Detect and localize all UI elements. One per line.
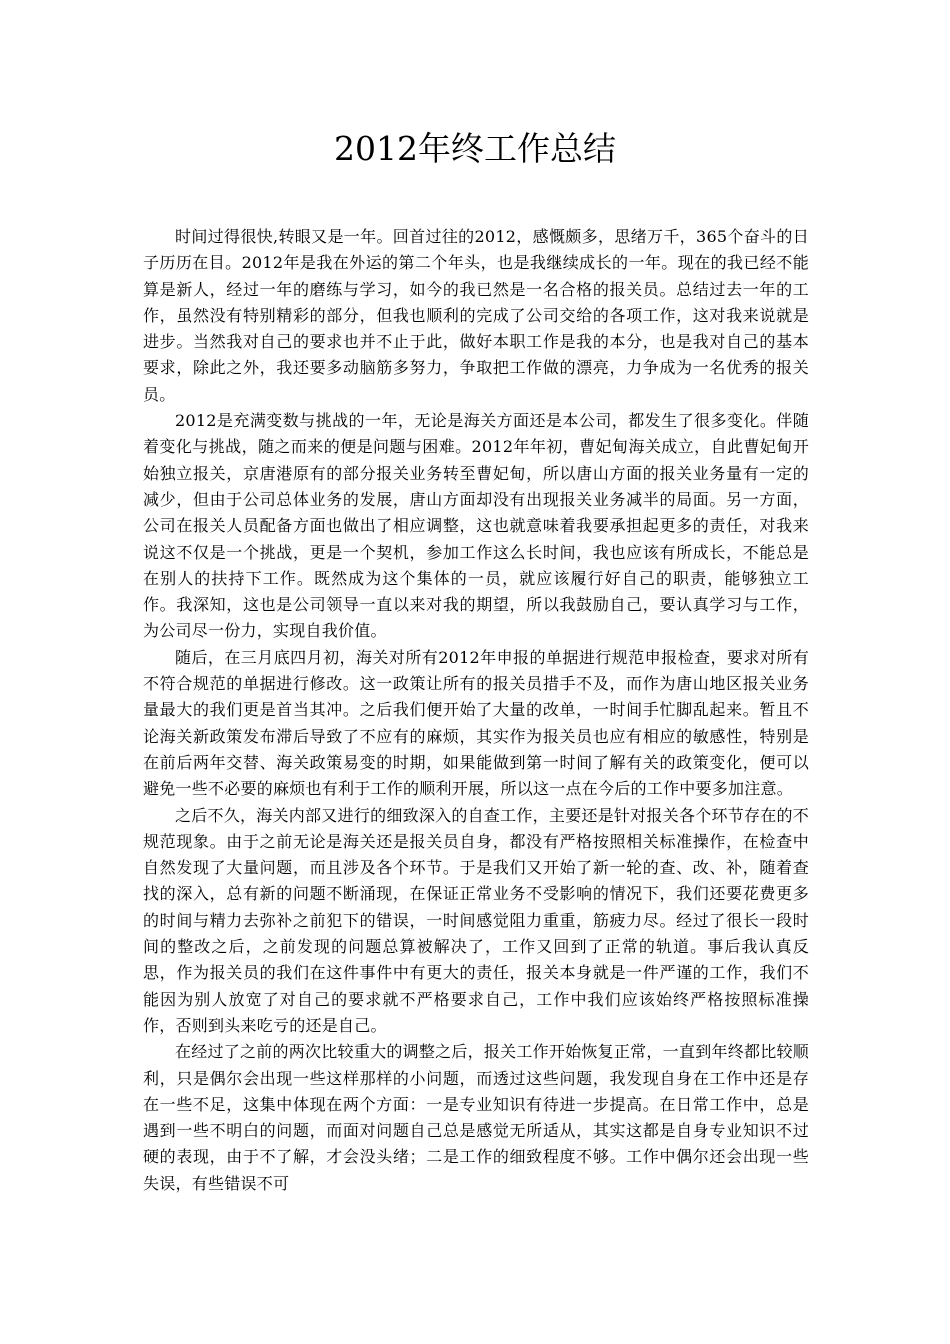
document-title: 2012年终工作总结	[334, 129, 616, 168]
body-paragraph: 在经过了之前的两次比较重大的调整之后，报关工作开始恢复正常，一直到年终都比较顺利，只是偶尔会出现一些这样那样的小问题，而透过这些问题，我发现自身在工作中还是存在一些不足，这集中体现在两个方面：一是专业知识有待进一步提高。在日常工作中，总是遇到一些不明白的问题，而面对问题自己总是感觉无所适从，其实这都是自身专业知识不过硬的表现，由于不了解，才会没头绪；二是工作的细致程度不够。工作中偶尔还会出现一些失误，有些错误不可	[143, 1042, 809, 1193]
document-body	[143, 224, 809, 1197]
body-paragraph: 时间过得很快,转眼又是一年。回首过往的2012，感慨颇多，思绪万千，365个奋斗的日子历历在目。2012年是我在外运的第二个年头，也是我继续成长的一年。现在的我已经不能算是新人，经过一年的磨练与学习，如今的我已然是一名合格的报关员。总结过去一年的工作，虽然没有特别精彩的部分，但我也顺利的完成了公司交给的各项工作，这对我来说就是进步。当然我对自己的要求也并不止于此，做好本职工作是我的本分，也是我对自己的基本要求，除此之外，我还要多动脑筋多努力，争取把工作做的漂亮，力争成为一名优秀的报关员。	[143, 227, 809, 404]
body-paragraph: 随后，在三月底四月初，海关对所有2012年申报的单据进行规范申报检查，要求对所有不符合规范的单据进行修改。这一政策让所有的报关员措手不及，而作为唐山地区报关业务量最大的我们更是首当其冲。之后我们便开始了大量的改单，一时间手忙脚乱起来。暂且不论海关新政策发布滞后导致了不应有的麻烦，其实作为报关员也应有相应的敏感性，特别是在前后两年交替、海关政策易变的时期，如果能做到第一时间了解有关的政策变化，便可以避免一些不必要的麻烦也有利于工作的顺利开展，所以这一点在今后的工作中要多加注意。	[143, 647, 809, 799]
body-paragraph: 之后不久，海关内部又进行的细致深入的自查工作，主要还是针对报关各个环节存在的不规范现象。由于之前无论是海关还是报关员自身，都没有严格按照相关标准操作，在检查中自然发现了大量问题，而且涉及各个环节。于是我们又开始了新一轮的查、改、补，随着查找的深入，总有新的问题不断涌现，在保证正常业务不受影响的情况下，我们还要花费更多的时间与精力去弥补之前犯下的错误，一时间感觉阻力重重，筋疲力尽。经过了很长一段时间的整改之后，之前发现的问题总算被解决了，工作又回到了正常的轨道。事后我认真反思，作为报关员的我们在这件事件中有更大的责任，报关本身就是一件严谨的工作，我们不能因为别人放宽了对自己的要求就不严格要求自己，工作中我们应该始终严格按照标准操作，否则到头来吃亏的还是自己。	[143, 805, 809, 1035]
body-paragraph: 2012是充满变数与挑战的一年，无论是海关方面还是本公司，都发生了很多变化。伴随着变化与挑战，随之而来的便是问题与困难。2012年年初，曹妃甸海关成立，自此曹妃甸开始独立报关，京唐港原有的部分报关业务转至曹妃甸，所以唐山方面的报关业务量有一定的减少，但由于公司总体业务的发展，唐山方面却没有出现报关业务减半的局面。另一方面，公司在报关人员配备方面也做出了相应调整，这也就意味着我要承担起更多的责任，对我来说这不仅是一个挑战，更是一个契机，参加工作这么长时间，我也应该有所成长，不能总是在别人的扶持下工作。既然成为这个集体的一员，就应该履行好自己的职责，能够独立工作。我深知，这也是公司领导一直以来对我的期望，所以我鼓励自己，要认真学习与工作，为公司尽一份力，实现自我价值。	[143, 411, 809, 641]
